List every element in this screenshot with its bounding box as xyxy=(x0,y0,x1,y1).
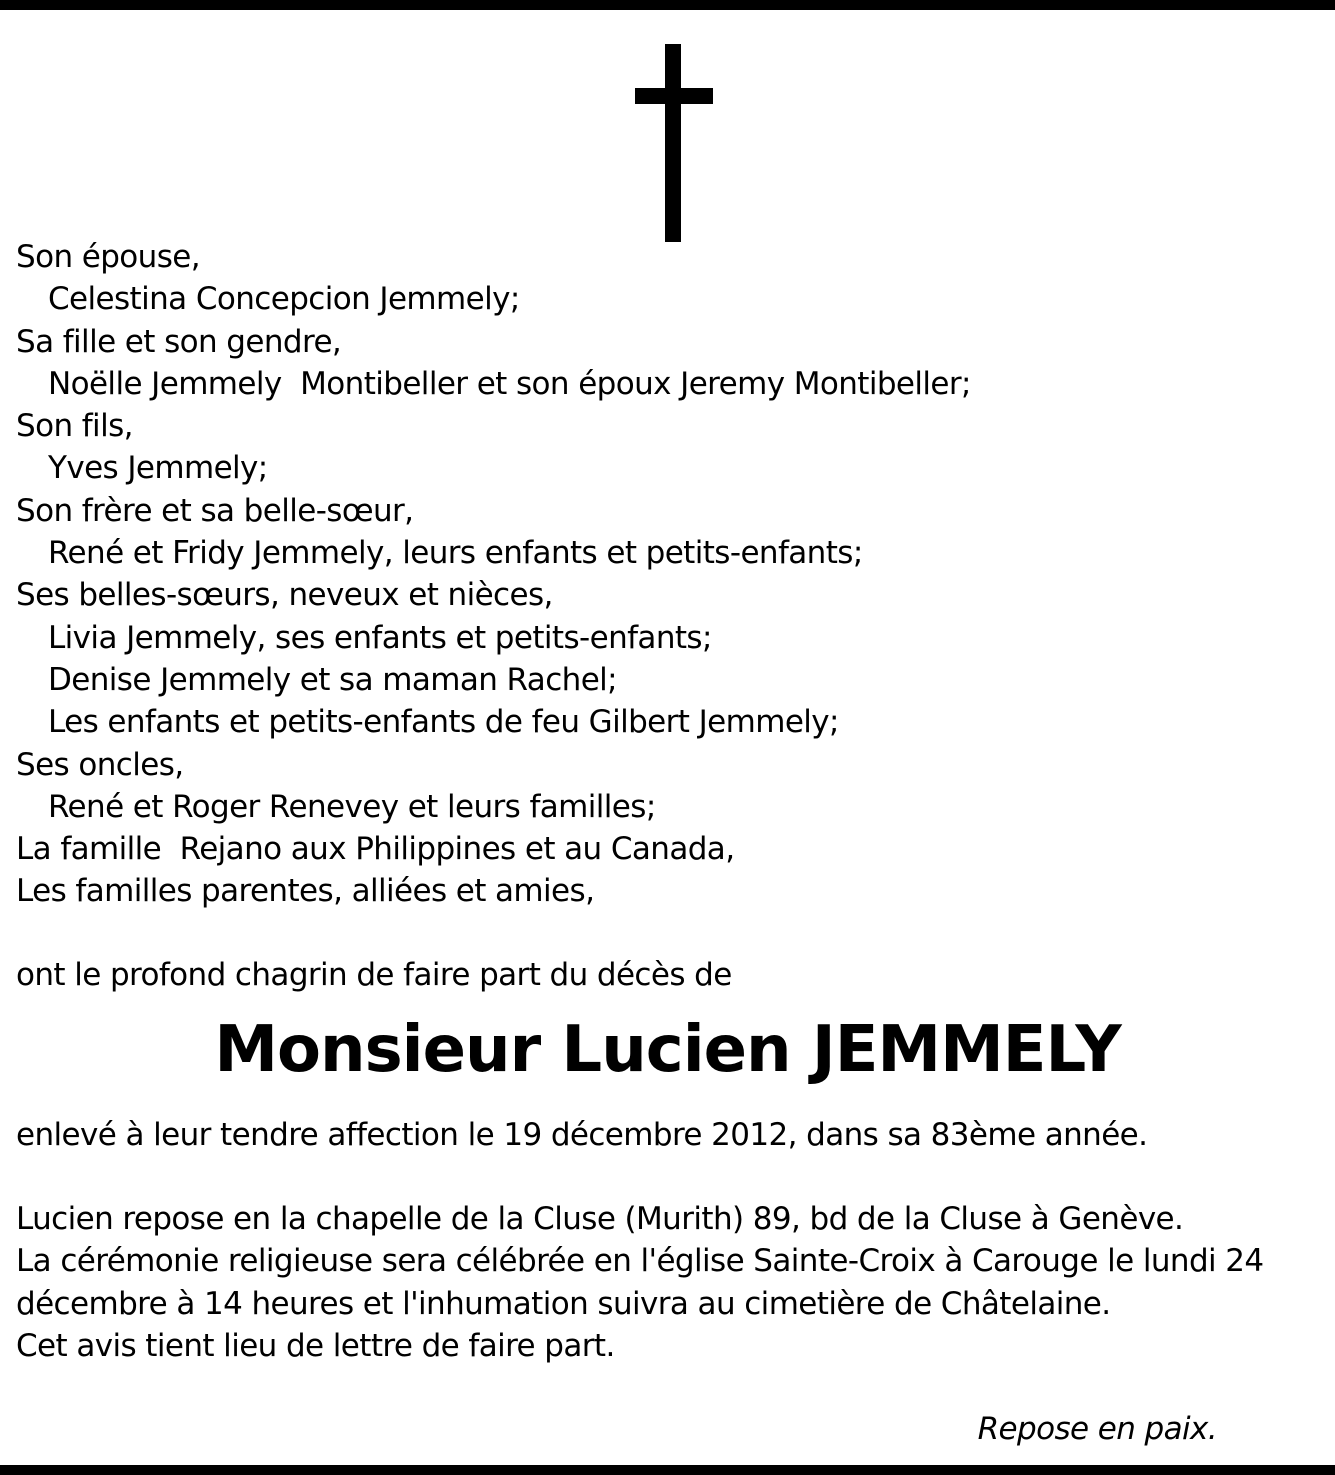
family-member-line: Livia Jemmely, ses enfants et petits-enfants; xyxy=(48,619,712,656)
family-member-line: Celestina Concepcion Jemmely; xyxy=(48,281,520,318)
cross-icon xyxy=(635,44,713,244)
family-list xyxy=(16,236,1316,913)
top-border-rule xyxy=(0,0,1335,10)
bottom-border-rule xyxy=(0,1465,1335,1475)
detail-line: Cet avis tient lieu de lettre de faire part. xyxy=(16,1327,615,1364)
ceremony-details xyxy=(16,1198,1326,1367)
family-relation-heading: Sa fille et son gendre, xyxy=(16,323,342,360)
family-relation-heading: Son frère et sa belle-sœur, xyxy=(16,492,414,529)
family-member-line: René et Roger Renevey et leurs familles; xyxy=(48,788,656,825)
cross-horizontal-bar xyxy=(635,88,713,104)
family-relation-heading: La famille Rejano aux Philippines et au Canada, xyxy=(16,831,735,868)
family-member-line: Les enfants et petits-enfants de feu Gilbert Jemmely; xyxy=(48,704,839,741)
family-member-line: René et Fridy Jemmely, leurs enfants et petits-enfants; xyxy=(48,535,863,572)
family-member-line: Denise Jemmely et sa maman Rachel; xyxy=(48,661,618,698)
family-relation-heading: Les familles parentes, alliées et amies, xyxy=(16,873,595,910)
family-member-line: Yves Jemmely; xyxy=(48,450,268,487)
closing-phrase: Repose en paix. xyxy=(977,1411,1217,1447)
cross-vertical-bar xyxy=(665,44,681,242)
detail-line: décembre à 14 heures et l'inhumation suivra au cimetière de Châtelaine. xyxy=(16,1285,1111,1322)
family-member-line: Noëlle Jemmely Montibeller et son époux Jeremy Montibeller; xyxy=(48,365,971,402)
family-relation-heading: Son fils, xyxy=(16,408,133,445)
family-relation-heading: Son épouse, xyxy=(16,239,200,275)
detail-line: La cérémonie religieuse sera célébrée en l'église Sainte-Croix à Carouge le lundi 24 xyxy=(16,1243,1264,1280)
family-relation-heading: Ses oncles, xyxy=(16,746,184,783)
detail-line: Lucien repose en la chapelle de la Cluse (Murith) 89, bd de la Cluse à Genève. xyxy=(16,1201,1184,1237)
family-relation-heading: Ses belles-sœurs, neveux et nièces, xyxy=(16,577,553,614)
announcement-text: ont le profond chagrin de faire part du décès de xyxy=(16,957,732,993)
passing-text: enlevé à leur tendre affection le 19 décembre 2012, dans sa 83ème année. xyxy=(16,1117,1148,1153)
deceased-name: Monsieur Lucien JEMMELY xyxy=(214,1013,1121,1087)
